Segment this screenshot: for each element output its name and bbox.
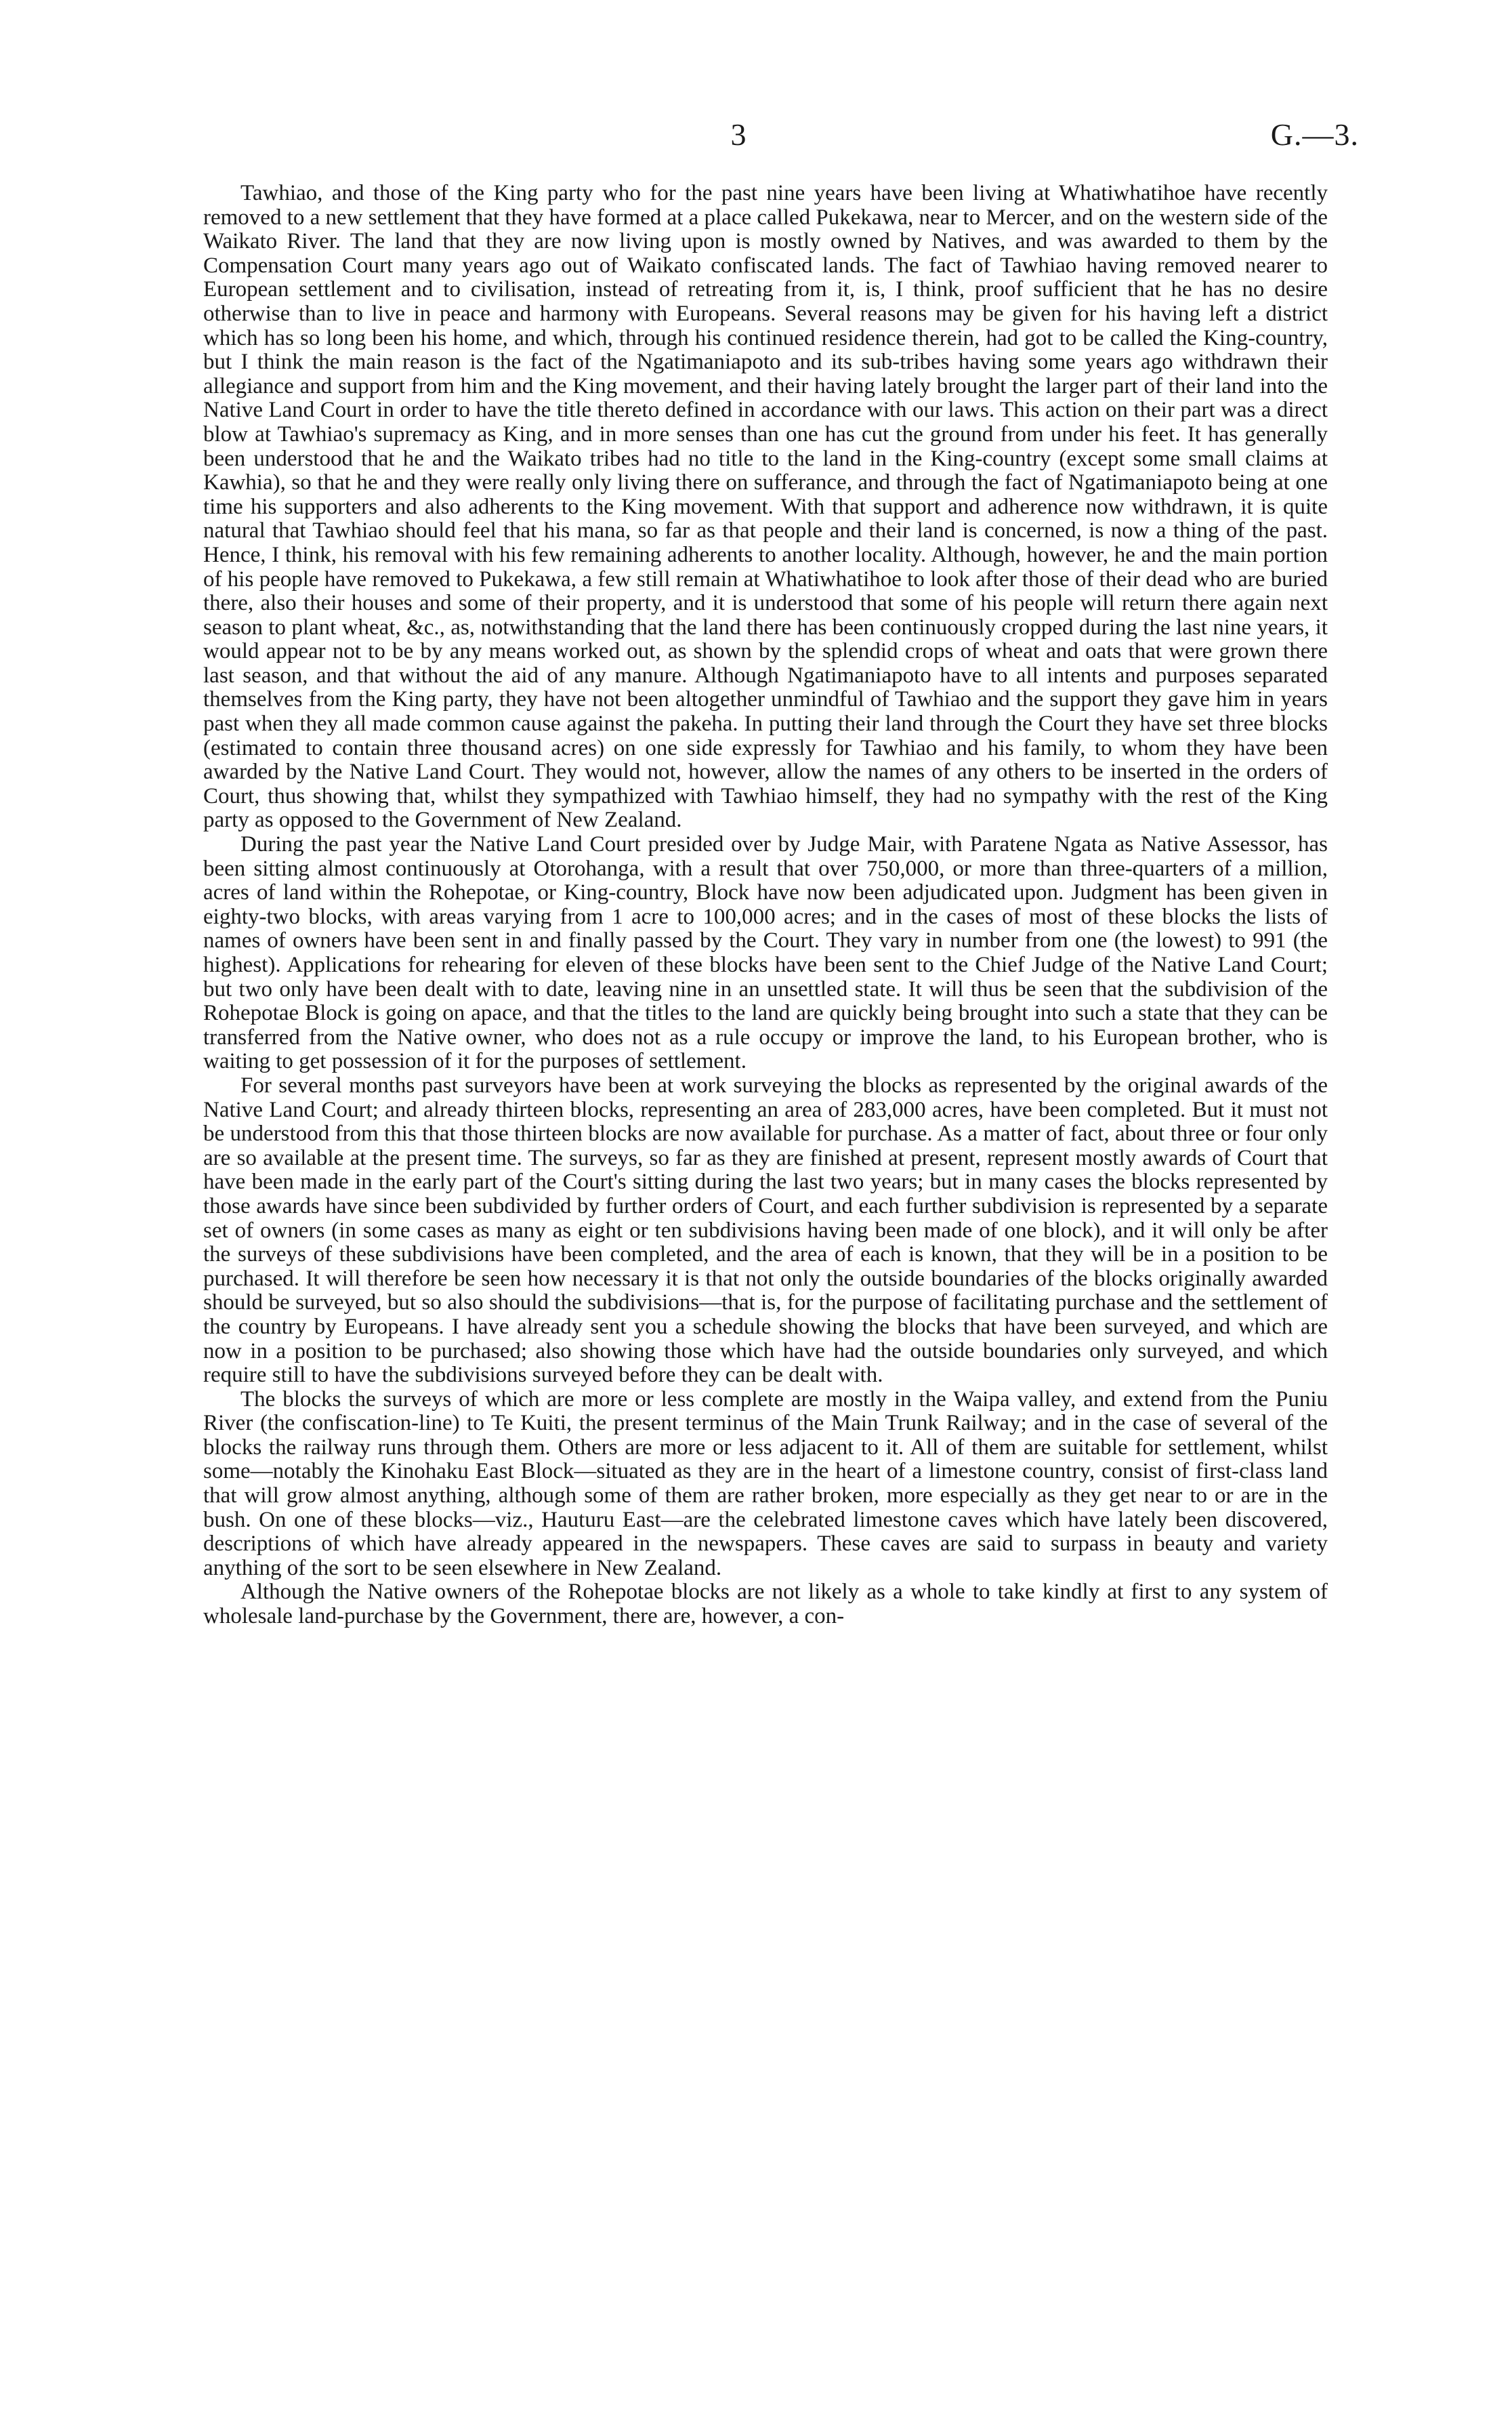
page-number: 3	[730, 117, 747, 152]
paragraph-waipa-blocks: The blocks the surveys of which are more or less complete are mostly in the Waipa valley, and extend from the Puniu River (the confiscation-line) to Te Kuiti, the present terminus of the Main Trunk Railway; and in the case of several of the blocks the railway runs through them. Others are more or less adjacent to it. All of them are suitable for settlement, whilst some—notably the Kinohaku East Block—situated as they are in the heart of a limestone country, consist of first-class land that will grow almost anything, although some of them are rather broken, more especially as they get near to or are in the bush. On one of these blocks—viz., Hauturu East—are the celebrated limestone caves which have lately been discovered, descriptions of which have already appeared in the newspapers. These caves are said to surpass in beauty and variety anything of the sort to be seen elsewhere in New Zealand.	[203, 1386, 1328, 1580]
document-reference: G.—3.	[1270, 117, 1359, 152]
paragraph-native-land-court: During the past year the Native Land Court presided over by Judge Mair, with Paratene Ngata as Native Assessor, has been sitting almost continuously at Otorohanga, with a result that over 750,000, or more than three-quarters of a million, acres of land within the Rohepotae, or King-country, Block have now been adjudicated upon. Judgment has been given in eighty-two blocks, with areas varying from 1 acre to 100,000 acres; and in the cases of most of these blocks the lists of names of owners have been sent in and finally passed by the Court. They vary in number from one (the lowest) to 991 (the highest). Applications for rehearing for eleven of these blocks have been sent to the Chief Judge of the Native Land Court; but two only have been dealt with to date, leaving nine in an unsettled state. It will thus be seen that the subdivision of the Rohepotae Block is going on apace, and that the titles to the land are quickly being brought into such a state that they can be transferred from the Native owner, who does not as a rule occupy or improve the land, to his European brother, who is waiting to get possession of it for the purposes of settlement.	[203, 832, 1328, 1074]
paragraph-surveys: For several months past surveyors have been at work surveying the blocks as represented by the original awards of the Native Land Court; and already thirteen blocks, representing an area of 283,000 acres, have been completed. But it must not be understood from this that those thirteen blocks are now available for purchase. As a matter of fact, about three or four only are so available at the present time. The surveys, so far as they are finished at present, represent mostly awards of Court that have been made in the early part of the Court's sitting during the last two years; but in many cases the blocks represented by those awards have since been subdivided by further orders of Court, and each further subdivision is represented by a separate set of owners (in some cases as many as eight or ten subdivisions having been made of one block), and it will only be after the surveys of these subdivisions have been completed, and the area of each is known, that they will be in a position to be purchased. It will therefore be seen how necessary it is that not only the outside boundaries of the blocks originally awarded should be surveyed, but so also should the subdivisions—that is, for the purpose of facilitating purchase and the settlement of the country by Europeans. I have already sent you a schedule showing the blocks that have been surveyed, and which are now in a position to be purchased; also showing those which have had the outside boundaries only surveyed, and which require still to have the subdivisions surveyed before they can be dealt with.	[203, 1073, 1328, 1388]
paragraph-tawhiao-removal: Tawhiao, and those of the King party who for the past nine years have been living at Whatiwhatihoe have recently removed to a new settlement that they have formed at a place called Pukekawa, near to Mercer, and on the western side of the Waikato River. The land that they are now living upon is mostly owned by Natives, and was awarded to them by the Compensation Court many years ago out of Waikato confiscated lands. The fact of Tawhiao having removed nearer to European settlement and to civilisation, instead of retreating from it, is, I think, proof sufficient that he has no desire otherwise than to live in peace and harmony with Europeans. Several reasons may be given for his having left a district which has so long been his home, and which, through his continued residence therein, had got to be called the King-country, but I think the main reason is the fact of the Ngatimaniapoto and its sub-tribes having some years ago withdrawn their allegiance and support from him and the King movement, and their having lately brought the larger part of their land into the Native Land Court in order to have the title thereto defined in accordance with our laws. This action on their part was a direct blow at Tawhiao's supremacy as King, and in more senses than one has cut the ground from under his feet. It has generally been understood that he and the Waikato tribes had no title to the land in the King-country (except some small claims at Kawhia), so that he and they were really only living there on sufferance, and through the fact of Ngatimaniapoto being at one time his supporters and also adherents to the King movement. With that support and adherence now withdrawn, it is quite natural that Tawhiao should feel that his mana, so far as that people and their land is concerned, is now a thing of the past. Hence, I think, his removal with his few remaining adherents to another locality. Although, however, he and the main portion of his people have removed to Pukekawa, a few still remain at Whatiwhatihoe to look after those of their dead who are buried there, also their houses and some of their property, and it is understood that some of his people will return there again next season to plant wheat, &c., as, notwithstanding that the land there has been continuously cropped during the last nine years, it would appear not to be by any means worked out, as shown by the splendid crops of wheat and oats that were grown there last season, and that without the aid of any manure. Although Ngatimaniapoto have to all intents and purposes separated themselves from the King party, they have not been altogether unmindful of Tawhiao and the support they gave him in years past when they all made common cause against the pakeha. In putting their land through the Court they have set three blocks (estimated to contain three thousand acres) on one side expressly for Tawhiao and his family, to whom they have been awarded by the Native Land Court. They would not, however, allow the names of any others to be inserted in the orders of Court, thus showing that, whilst they sympathized with Tawhiao himself, they had no sympathy with the rest of the King party as opposed to the Government of New Zealand.	[203, 181, 1328, 833]
body-text	[203, 182, 1328, 1629]
paragraph-land-purchase: Although the Native owners of the Rohepotae blocks are not likely as a whole to take kindly at first to any system of wholesale land-purchase by the Government, there are, however, a con-	[203, 1580, 1328, 1629]
